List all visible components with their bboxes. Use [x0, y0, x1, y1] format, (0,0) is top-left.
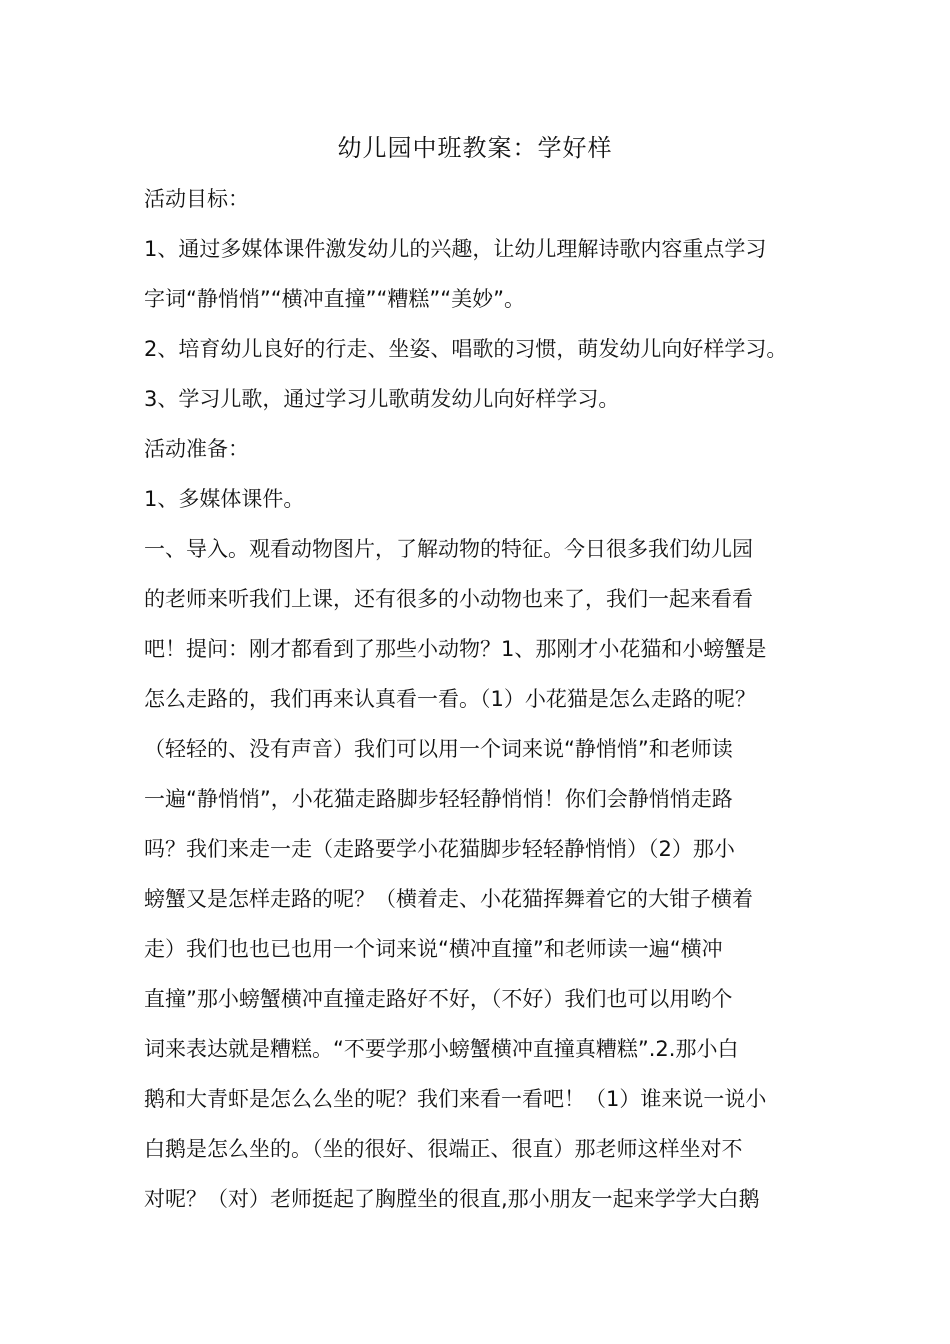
body-line: 活动目标：: [144, 187, 249, 211]
body-line: 3、学习儿歌，通过学习儿歌萌发幼儿向好样学习。: [144, 387, 620, 411]
body-line: 直撞”那小螃蟹横冲直撞走路好不好，（不好）我们也可以用哟个: [144, 987, 733, 1011]
body-line: 白鹅是怎么坐的。（坐的很好、很端正、很直）那老师这样坐对不: [144, 1137, 743, 1161]
body-line: 怎么走路的，我们再来认真看一看。（1）小花猫是怎么走路的呢？: [144, 687, 756, 711]
body-line: （轻轻的、没有声音）我们可以用一个词来说“静悄悄”和老师读: [144, 737, 733, 761]
body-line: 2、培育幼儿良好的行走、坐姿、唱歌的习惯，萌发幼儿向好样学习。: [144, 337, 788, 361]
body-line: 活动准备：: [144, 437, 249, 461]
body-line: 鹅和大青虾是怎么么坐的呢？我们来看一看吧！（1）谁来说一说小: [144, 1087, 767, 1111]
document-title: 幼儿园中班教案：学好样: [337, 134, 613, 162]
body-line: 词来表达就是糟糕。“不要学那小螃蟹横冲直撞真糟糕”.2.那小白: [144, 1037, 739, 1061]
body-line: 走）我们也也已也用一个词来说“横冲直撞”和老师读一遍“横冲: [144, 937, 723, 961]
body-line: 1、多媒体课件。: [144, 487, 305, 511]
body-line: 对呢？（对）老师挺起了胸膛坐的很直,那小朋友一起来学学大白鹅: [144, 1187, 760, 1211]
body-line: 螃蟹又是怎样走路的呢？（横着走、小花猫挥舞着它的大钳子横着: [144, 887, 753, 911]
body-line: 字词“静悄悄”“横冲直撞”“糟糕”“美妙”。: [144, 287, 526, 311]
body-line: 一遍“静悄悄”，小花猫走路脚步轻轻静悄悄！你们会静悄悄走路: [144, 787, 733, 811]
body-line: 吗？我们来走一走（走路要学小花猫脚步轻轻静悄悄）（2）那小: [144, 837, 735, 861]
body-line: 的老师来听我们上课，还有很多的小动物也来了，我们一起来看看: [144, 587, 753, 611]
body-line: 1、通过多媒体课件激发幼儿的兴趣，让幼儿理解诗歌内容重点学习: [144, 237, 767, 261]
body-line: 吧！提问：刚才都看到了那些小动物？1、那刚才小花猫和小螃蟹是: [144, 637, 767, 661]
document-body: [144, 181, 834, 1231]
body-line: 一、导入。观看动物图片，了解动物的特征。今日很多我们幼儿园: [144, 537, 753, 561]
